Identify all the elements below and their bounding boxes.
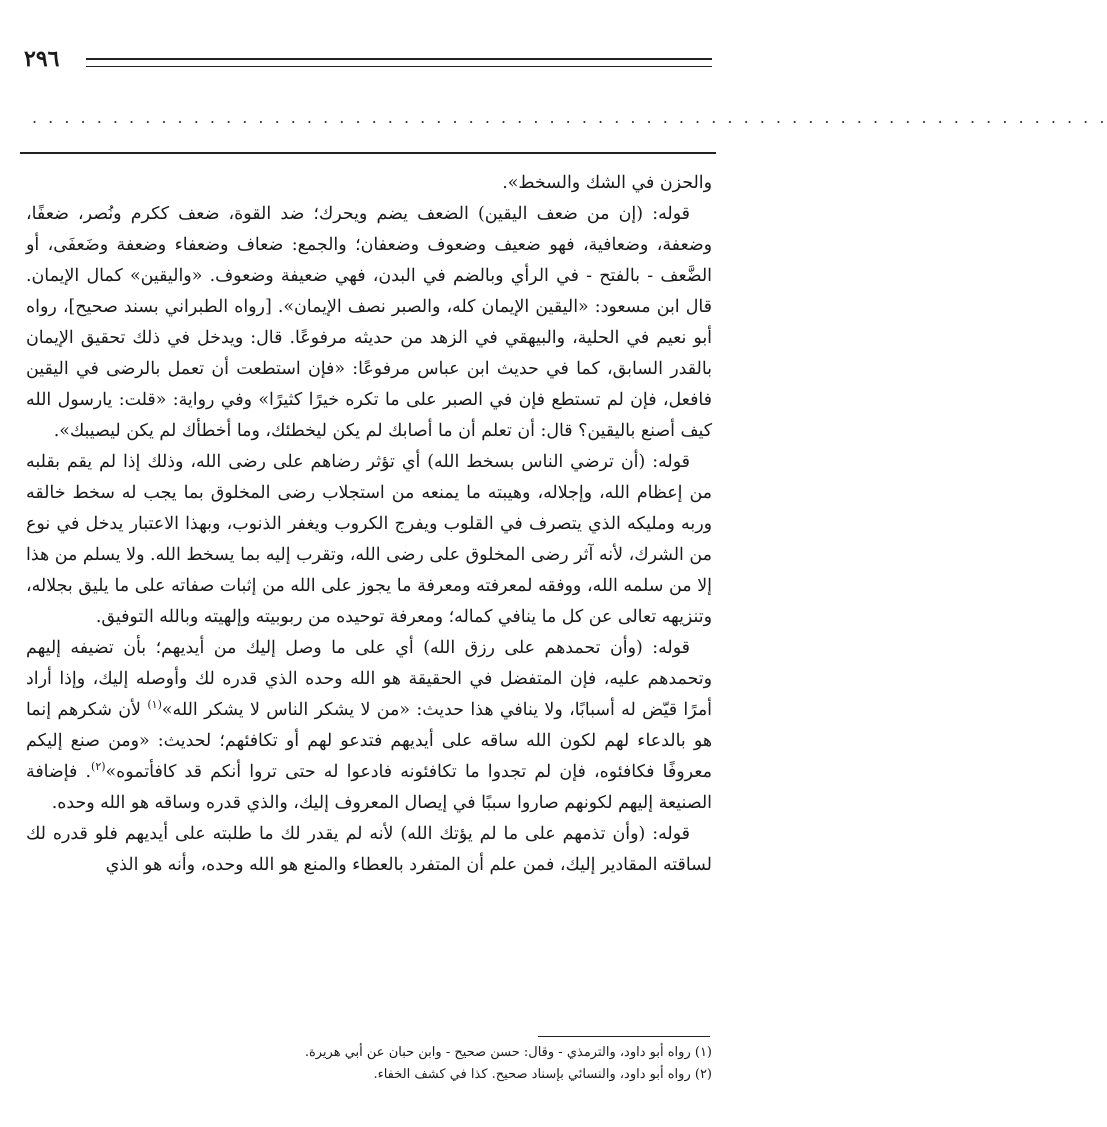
paragraph-4-text-3: . فإضافة الصنيعة إليهم لكونهم صاروا سببًا في إيصال المعروف إليك، والذي قدره وساقه هو الله وحده.: [26, 762, 712, 813]
paragraph-3: قوله: (أن ترضي الناس بسخط الله) أي تؤثر رضاهم على رضى الله، وذلك إذا لم يقم بقلبه من إعظام الله، وإجلاله، وهيبته ما يمنعه من استجلاب رضى المخلوق بما يجب له سخط خالقه وربه ومليكه الذي يتصرف في القلوب ويفرج الكروب ويغفر الذنوب، وبهذا الاعتبار يدخل في نوع من الشرك، لأنه آثر رضى المخلوق على رضى الله، وتقرب إليه بما يسخط الله. ولا يسلم من هذا إلا من سلمه الله، ووفقه لمعرفته ومعرفة ما يجوز على الله من إثبات صفاته على ما يليق بجلاله، وتنزيهه تعالى عن كل ما ينافي كماله؛ ومعرفة توحيده من ربوبيته وإلهيته وبالله التوفيق.: [26, 452, 712, 627]
footnotes: [26, 1042, 712, 1086]
page-number: ٢٩٦: [24, 46, 60, 72]
header-double-rule: [86, 58, 712, 67]
paragraph-2: قوله: (إن من ضعف اليقين) الضعف يضم ويحرك؛ ضد القوة، ضعف ككرم ونُصر، ضعفًا، وضعفة، وضعافية، فهو ضعيف وضعوف وضعفان؛ والجمع: ضعاف وضعفاء وضعفة وضَعفَى، أو الضَّعف - بالفتح - في الرأي وبالضم في البدن، فهي ضعيفة وضعوف. «واليقين» كمال الإيمان. قال ابن مسعود: «اليقين الإيمان كله، والصبر نصف الإيمان». [رواه الطبراني بسند صحيح]، رواه أبو نعيم في الحلية، والبيهقي في الزهد من حديثه مرفوعًا. قال: ويدخل في ذلك تحقيق الإيمان بالقدر السابق، كما في حديث ابن عباس مرفوعًا: «فإن استطعت أن تعمل بالرضى في اليقين فافعل، فإن لم تستطع فإن في الصبر على ما تكره خيرًا كثيرًا» وفي رواية: «قلت: يارسول الله كيف أصنع باليقين؟ قال: أن تعلم أن ما أصابك لم يكن ليخطئك، وما أخطأك لم يكن ليصيبك».: [26, 204, 712, 441]
dotted-separator: . . . . . . . . . . . . . . . . . . . . . . . . . . . . . . . . . . . . . . . . . . . . . . . . . . . . . . . . . . . . . . . . . . .: [32, 108, 1107, 127]
footnote-ref-2[interactable]: (٢): [91, 760, 106, 774]
page-header: [24, 44, 712, 74]
paragraph-5: قوله: (وأن تذمهم على ما لم يؤتك الله) لأنه لم يقدر لك ما طلبته على أيديهم فلو قدره لك لساقته المقادير إليك، فمن علم أن المتفرد بالعطاء والمنع هو الله وحده، وأنه هو الذي: [26, 824, 712, 875]
footnote-2: (٢) رواه أبو داود، والنسائي بإسناد صحيح. كذا في كشف الخفاء.: [373, 1067, 712, 1082]
paragraph-1: والحزن في الشك والسخط».: [502, 173, 712, 193]
section-rule: [20, 152, 716, 154]
footnote-1: (١) رواه أبو داود، والترمذي - وقال: حسن صحيح - وابن حبان عن أبي هريرة.: [304, 1045, 712, 1060]
footnote-rule: [538, 1036, 710, 1037]
paragraph-4: [26, 633, 712, 819]
footnote-ref-1[interactable]: (١): [147, 698, 162, 712]
paragraph-4-text-1: قوله: (وأن تحمدهم على رزق الله) أي على ما وصل إليك من أيديهم؛ بأن تضيفه إليهم وتحمدهم عليه، فإن المتفضل في الحقيقة هو الله وحده الذي قدره لك وأوصله إليك، وإذا أراد أمرًا قيّض له أسبابًا، ولا ينافي هذا حديث: «من لا يشكر الناس لا يشكر الله»: [26, 638, 712, 720]
paragraph-4-text-2: لأن شكرهم إنما هو بالدعاء لهم لكون الله ساقه على أيديهم فتدعو لهم أو تكافئهم؛ لحديث: «ومن صنع إليكم معروفًا فكافئوه، فإن لم تجدوا ما تكافئونه فادعوا له حتى تروا أنكم قد كافأتموه»: [26, 700, 712, 782]
main-text: [26, 168, 712, 881]
